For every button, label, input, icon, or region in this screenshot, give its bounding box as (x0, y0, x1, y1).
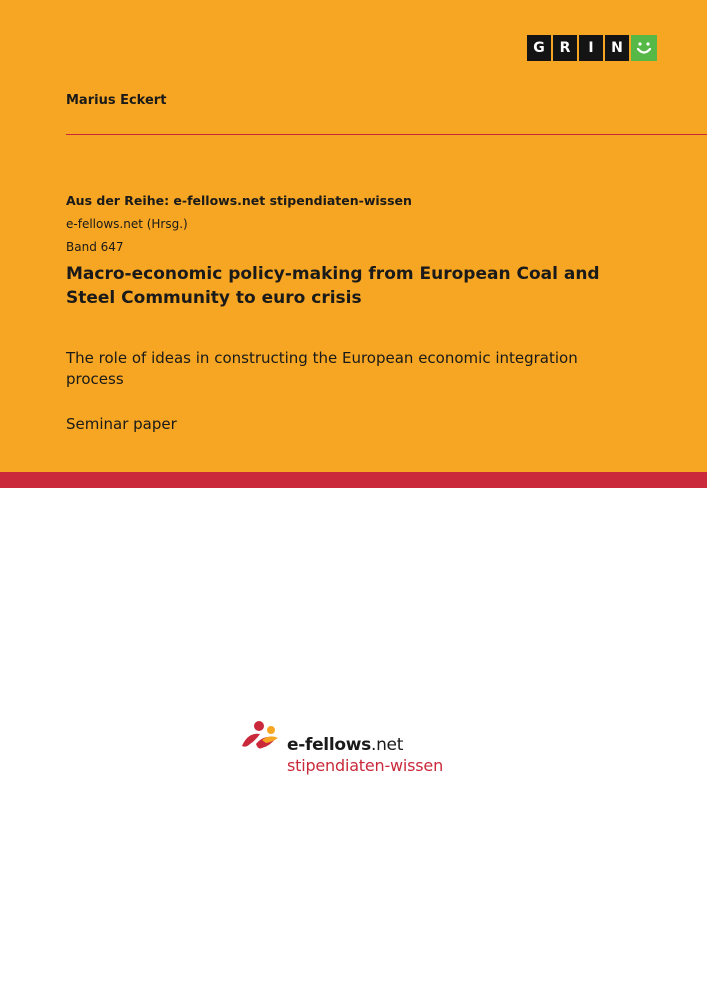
grin-logo (527, 35, 657, 61)
cover-background (0, 0, 707, 472)
editor-line: e-fellows.net (Hrsg.) (66, 217, 188, 231)
document-type: Seminar paper (66, 415, 177, 433)
divider-rule (66, 134, 707, 135)
book-subtitle: The role of ideas in constructing the European economic integration process (66, 349, 578, 388)
e-fellows-mark-icon (240, 720, 280, 756)
e-fellows-name: e-fellows.net (287, 735, 404, 755)
grin-letter-r: R (553, 35, 577, 61)
smile-icon (631, 35, 657, 61)
series-line: Aus der Reihe: e-fellows.net stipendiaten-wissen (66, 193, 412, 208)
cover-red-band (0, 472, 707, 488)
book-title: Macro-economic policy-making from European Coal and Steel Community to euro crisis (66, 264, 600, 308)
volume-number: Band 647 (66, 240, 124, 254)
author-name: Marius Eckert (66, 93, 167, 108)
e-fellows-tagline: stipendiaten-wissen (287, 756, 444, 775)
grin-letter-i: I (579, 35, 603, 61)
grin-letter-n: N (605, 35, 629, 61)
grin-letter-g: G (527, 35, 551, 61)
e-fellows-logo (240, 718, 480, 778)
